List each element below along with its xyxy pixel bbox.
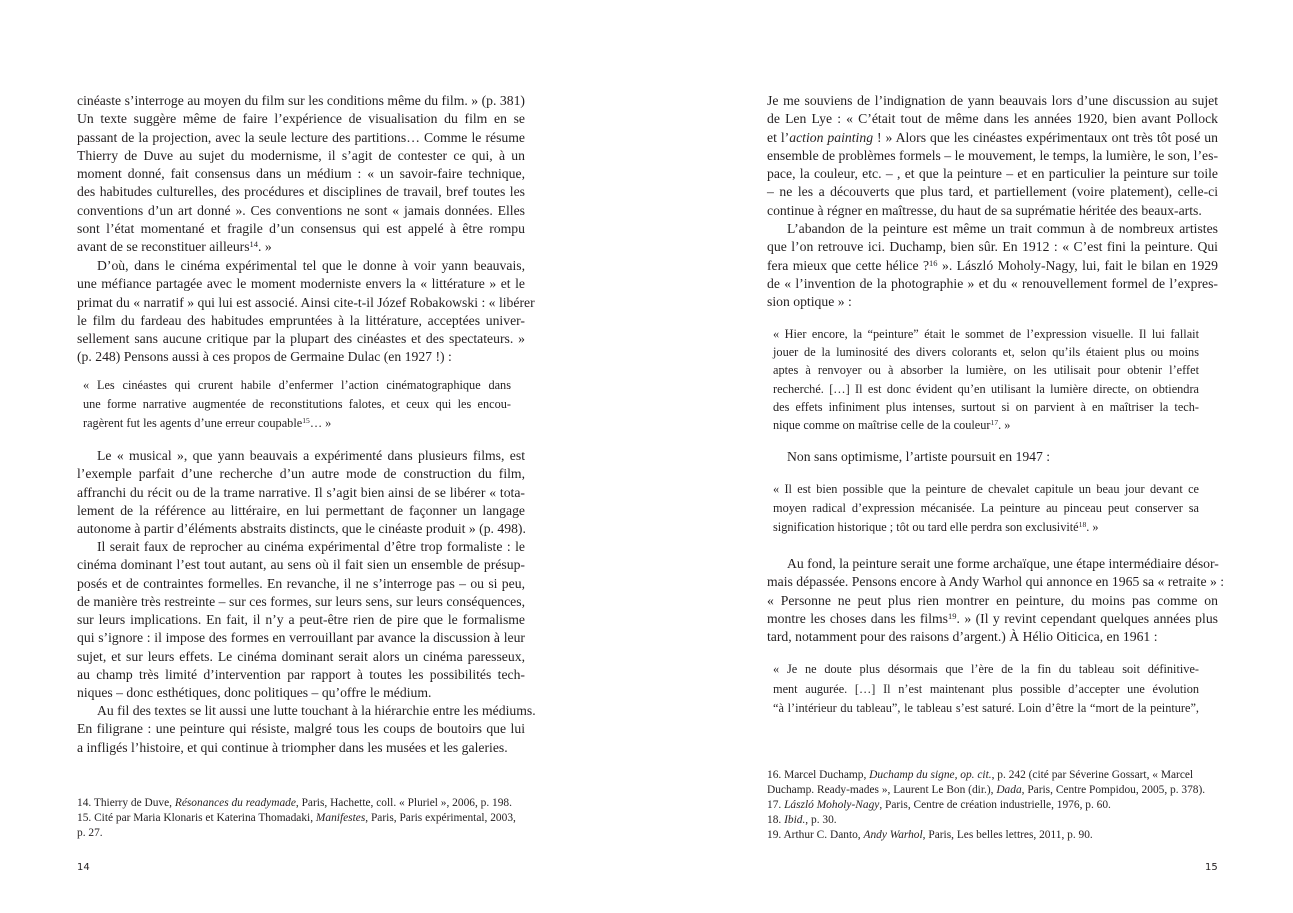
text-segment: , Paris, Centre de création industrielle, 1976, p. 60. — [879, 799, 1111, 811]
text-line: au champ très limité d’intervention par rapport à toutes les possibilités tech- — [77, 666, 525, 682]
italic-text: action painting — [789, 129, 874, 145]
text-line — [773, 416, 1199, 434]
text-line: qui s’ignore : il impose des formes en verrouillant par avance la discussion à leur — [77, 630, 525, 646]
footnotes — [77, 796, 525, 841]
text-line: sujet, et sur leurs effets. Le cinéma dominant serait alors un cinéma paresseux, — [77, 648, 525, 664]
text-line: – ne les a découverts que plus tard, et partiellement (voire platement), celle-ci — [767, 184, 1218, 200]
text-line: ensemble de problèmes formels – le mouvement, le temps, la lumière, le son, l’es- — [767, 147, 1218, 163]
text-line: Au fond, la peinture serait une forme archaïque, une étape intermédiaire désor- — [787, 556, 1219, 571]
paragraph — [767, 555, 1225, 646]
paragraph — [77, 702, 536, 757]
text-segment: . » — [998, 418, 1011, 433]
footnote-ref: 19 — [948, 610, 957, 621]
text-line: “à l’intérieur du tableau”, le tableau s’est saturé. Loin d’être la “mort de la peinture”, — [773, 701, 1199, 715]
paragraph — [767, 220, 1218, 311]
text-line: « Personne ne peut plus rien montrer en peinture, du moins pas comme on — [767, 592, 1218, 608]
text-line: « Les cinéastes qui crurent habile d’enfermer l’action cinématographique dans — [83, 378, 511, 392]
footnote-line — [767, 828, 1218, 843]
block-quote — [773, 325, 1199, 434]
text-line: Il serait faux de reprocher au cinéma expérimental d’être trop formaliste : le — [97, 539, 525, 554]
text-segment: , p. 30. — [805, 814, 837, 826]
text-line: D’où, dans le cinéma expérimental tel que le donne à voir yann beauvais, — [97, 258, 525, 273]
italic-text: Duchamp du signe, op. cit. — [869, 769, 992, 781]
text-segment: 18. — [767, 814, 785, 826]
footnote-line — [767, 798, 1218, 813]
text-segment: ». László Moholy-Nagy, lui, fait le bilan en 1929 — [937, 257, 1218, 273]
text-segment: et l’ — [767, 129, 790, 145]
paragraph — [77, 92, 525, 256]
text-line: sellement sans aucune critique par la plupart des cinéastes et des spectateurs. » — [77, 331, 525, 346]
text-line: continue à régner en maîtresse, du haut de sa suprématie héritée des beaux-arts. — [767, 202, 1202, 218]
text-line: « Il est bien possible que la peinture de chevalet capitule un beau jour devant ce — [773, 482, 1199, 496]
text-line: Non sans optimisme, l’artiste poursuit en 1947 : — [787, 449, 1051, 464]
text-line: de « l’invention de la photographie » et du « renouvellement formel de l’expres- — [767, 275, 1218, 291]
text-line: Au fil des textes se lit aussi une lutte touchant à la hiérarchie entre les médiums. — [97, 703, 536, 718]
footnote-ref: 16 — [929, 257, 938, 268]
text-line — [773, 518, 1199, 537]
text-segment: 16. Marcel Duchamp, — [767, 769, 870, 781]
text-line: que l’on retrouve ici. Duchamp, bien sûr. En 1912 : « C’est fini la peinture. Qui — [767, 239, 1218, 255]
page-number: 15 — [1205, 862, 1218, 873]
text-segment: ragèrent fut les agents d’une erreur coupable — [83, 416, 303, 430]
text-segment: . » — [1086, 520, 1099, 534]
text-segment: … » — [309, 416, 332, 430]
text-segment: nique comme on maîtrise celle de la couleur — [773, 418, 991, 433]
text-segment: signification historique ; tôt ou tard elle perdra son exclusivité — [773, 520, 1079, 534]
text-line: (p. 248) Pensons aussi à ces propos de Germaine Dulac (en 1927 !) : — [77, 349, 452, 365]
paragraph — [77, 538, 525, 702]
text-segment: , Paris, Centre Pompidou, 2005, p. 378). — [1021, 784, 1206, 796]
text-line: recherché. […] Il est donc évident qu’en utilisant la lumière directe, on obtiendra — [773, 381, 1199, 396]
text-line: de manière très restreinte – sur ces formes, sur leurs sens, sur leurs conséquences, — [77, 593, 525, 609]
text-segment: , p. 242 (cité par Séverine Gossart, « Marcel — [991, 769, 1194, 781]
text-line: mais dépassée. Pensons encore à Andy Warhol qui annonce en 1965 sa « retraite » : — [767, 574, 1225, 590]
footnote-line — [767, 768, 1218, 783]
text-line: primat du « narratif » qui lui est associé. Ainsi cite-t-il Józef Robakowski : « libérer — [77, 294, 535, 310]
text-line: aptes à renvoyer ou à absorber la lumière, on les utilisait pour obtenir l’effet — [773, 363, 1199, 378]
italic-text: László Moholy-Nagy — [784, 799, 880, 811]
text-line: une forme narrative augmentée de reconstitutions falotes, et ceux qui les encou- — [83, 397, 511, 411]
text-line: Je me souviens de l’indignation de yann beauvais lors d’une discussion au sujet — [767, 93, 1218, 108]
footnote-ref: 17 — [990, 418, 999, 428]
footnote-line: p. 27. — [77, 827, 103, 839]
footnotes — [767, 768, 1218, 843]
text-line: jouer de la luminosité des divers colorants et, selon qu’ils étaient plus ou moins — [773, 345, 1199, 360]
text-segment: ! » Alors que les cinéastes expérimentaux ont très tôt posé un — [873, 129, 1218, 145]
text-line: des habitudes culturelles, des procédures et disciplines de travail, bref toutes les — [77, 184, 525, 200]
text-line — [767, 129, 1218, 147]
text-line: autonome à partir d’éléments abstraits distincts, que le cinéaste produit » (p. 498). — [77, 521, 526, 536]
text-line — [767, 610, 1218, 628]
italic-text: Dada — [996, 784, 1022, 796]
text-segment: , Paris, Les belles lettres, 2011, p. 90. — [922, 829, 1093, 841]
text-segment: 14. Thierry de Duve, — [77, 797, 175, 809]
paragraph — [77, 257, 535, 367]
text-line: passant de la projection, avec la seule lecture des partitions… Comme le résume — [77, 129, 525, 145]
text-line: sont l’état momentané et fragile d’un consensus qui est appelé à être rompu — [77, 220, 525, 236]
text-line: moment donné, fait consensus dans un médium : « un savoir-faire technique, — [77, 166, 525, 181]
text-line: Un texte suggère même de faire l’expérience de visualisation du film en se — [77, 111, 525, 127]
text-line: sion optique » : — [767, 294, 852, 309]
footnote-line — [77, 811, 525, 826]
text-line: « Hier encore, la “peinture” était le sommet de l’expression visuelle. Il lui fallait — [773, 327, 1199, 341]
text-segment: . » (Il y revint cependant quelques années plus — [956, 610, 1218, 626]
text-segment: . » — [258, 239, 272, 254]
italic-text: Andy Warhol — [863, 829, 923, 841]
text-line: tard, notamment pour des raisons d’argent.) À Hélio Oiticica, en 1961 : — [767, 629, 1158, 644]
footnote-line — [77, 796, 525, 811]
paragraph — [767, 448, 1218, 466]
text-line: L’abandon de la peinture est même un trait commun à de nombreux artistes — [787, 221, 1218, 236]
text-line: moyen radical d’expression mécanisée. La peinture au pinceau peut conserver sa — [773, 501, 1199, 515]
text-line: posés et de contraintes formelles. En revanche, il ne s’interroge pas – ou si peu, — [77, 575, 525, 591]
text-line: une méfiance partagée avec le moment moderniste envers la « littérature » et le — [77, 276, 525, 292]
text-line: niques – donc esthétiques, donc politiques – qu’offre le médium. — [77, 685, 432, 700]
text-line — [767, 257, 1218, 275]
text-segment: , Paris, Paris expérimental, 2003, — [365, 812, 516, 824]
text-line: lement de la référence au littéraire, en lui permettant de façonner un langage — [77, 502, 525, 518]
text-segment: 15. Cité par Maria Klonaris et Katerina Thomadaki, — [77, 812, 316, 824]
text-line: « Je ne doute plus désormais que l’ère de la fin du tableau soit définitive- — [773, 662, 1199, 676]
block-quote — [83, 376, 511, 433]
text-line: des effets infiniment plus intenses, surtout si on parvient à en maîtriser la tech- — [773, 399, 1199, 414]
footnote-line — [767, 783, 1218, 798]
footnote-line — [767, 813, 1218, 828]
italic-text: Ibid. — [784, 814, 806, 826]
text-line: ment augurée. […] Il n’est maintenant plus possible d’accepter une évolution — [773, 681, 1199, 696]
text-line: conventions d’un art donné ». Ces conventions ne sont « jamais données. Elles — [77, 202, 525, 218]
footnote-ref: 15 — [302, 416, 310, 426]
italic-text: Résonances du readymade — [174, 797, 296, 809]
page-number: 14 — [77, 862, 90, 873]
text-segment: 17. — [767, 799, 785, 811]
text-line: affranchi du récit ou de la trame narrative. Il s’agit bien ainsi de se libérer « tota- — [77, 484, 525, 500]
text-line: cinéaste s’interroge au moyen du film sur les conditions même du film. » (p. 381) — [77, 93, 525, 108]
footnote-ref: 14 — [249, 238, 259, 249]
italic-text: Manifestes — [315, 812, 366, 824]
text-segment: 19. Arthur C. Danto, — [767, 829, 864, 841]
paragraph — [767, 92, 1218, 220]
text-line: cinéma dominant l’est tout autant, au sens où il fait sien un ensemble de présup- — [77, 557, 525, 573]
footnote-ref: 18 — [1078, 520, 1087, 530]
text-segment: avant de se reconstituer ailleurs — [77, 239, 250, 254]
paragraph — [77, 447, 525, 538]
text-line: l’exemple parfait d’une recherche d’un autre mode de construction du film, — [77, 466, 525, 482]
text-segment: Duchamp. Ready-mades », Laurent Le Bon (dir.), — [767, 784, 997, 796]
text-line: a infligés l’histoire, et qui continue à triompher dans les musées et les galeries. — [77, 739, 508, 755]
text-line: le film du fardeau des habitudes empruntées à la littérature, acceptées univer- — [77, 312, 525, 328]
text-line: sur leurs implications. En fait, il n’y a peut-être rien de pire que le formalisme — [77, 612, 525, 627]
text-line: de Len Lye : « C’était tout de même dans les années 1920, bien avant Pollock — [767, 111, 1218, 127]
block-quote — [773, 660, 1199, 719]
block-quote — [773, 480, 1199, 537]
text-line: En filigrane : une peinture qui résiste, malgré tous les coups de boutoirs que lui — [77, 721, 525, 737]
text-line — [83, 414, 511, 433]
text-segment: , Paris, Hachette, coll. « Pluriel », 2006, p. 198. — [295, 797, 512, 809]
text-line: pace, la couleur, etc. – , et que la peinture – et en particulier la peinture sur toile — [767, 166, 1218, 181]
text-line: Le « musical », que yann beauvais a expérimenté dans plusieurs films, est — [97, 448, 525, 463]
text-line — [77, 238, 525, 256]
text-line: Thierry de Duve au sujet du modernisme, il s’agit de contester ce qui, à un — [77, 147, 525, 163]
text-segment: montre les choses dans les films — [767, 610, 948, 626]
text-segment: fera mieux que cette hélice ? — [767, 257, 930, 273]
